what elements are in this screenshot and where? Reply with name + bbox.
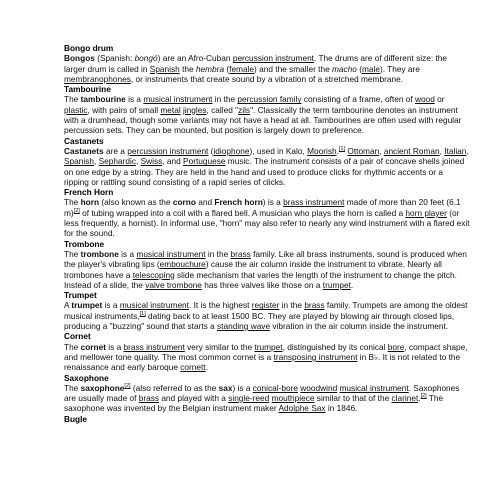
wiki-link[interactable]: plastic bbox=[64, 104, 88, 115]
text-run: family. Like all brass instruments, sound is produced when the player's vibrating lips ( bbox=[64, 248, 467, 270]
section-heading: Saxophone bbox=[64, 372, 109, 383]
text-run: slide mechanism that varies the length of the instrument to change the pitch. Instead of a slide, the bbox=[64, 269, 457, 290]
text-run: , bbox=[439, 145, 445, 156]
wiki-link[interactable]: percussion family bbox=[237, 94, 302, 105]
section-paragraph bbox=[64, 146, 470, 187]
text-run: . bbox=[205, 362, 208, 373]
citation-link[interactable]: [2] bbox=[420, 393, 427, 400]
text-run: in B♭. It is not related to the renaissance and early baroque bbox=[64, 351, 461, 373]
wiki-link[interactable]: brass bbox=[138, 393, 160, 404]
wiki-link[interactable]: percussion instrument bbox=[127, 145, 209, 156]
citation-link[interactable]: [1] bbox=[338, 146, 346, 153]
text-run: ( bbox=[224, 63, 230, 74]
section-bugle bbox=[64, 414, 470, 424]
wiki-link[interactable]: bore bbox=[387, 341, 405, 352]
section-heading: Trumpet bbox=[64, 290, 97, 301]
section-heading: Cornet bbox=[64, 331, 91, 342]
wiki-link[interactable]: Swiss bbox=[140, 156, 163, 167]
text-run: ". Classically the term tambourine denotes an instrument with a drumhead, though some variants may not have a head at all. Tambourines are often used with regular percussion sets. They can be mounted, but position is largely down to preference. bbox=[64, 104, 462, 136]
text-run: , called " bbox=[206, 104, 239, 115]
text-run: , distinguished by its conical bbox=[282, 341, 388, 352]
bold-term: saxophone bbox=[80, 382, 125, 393]
wiki-link[interactable]: clarinet bbox=[391, 393, 419, 404]
wiki-link[interactable]: musical instrument bbox=[136, 248, 206, 259]
wiki-link[interactable]: conical-bore bbox=[252, 382, 298, 393]
text-run: very similar to the bbox=[184, 341, 255, 352]
text-run: are a bbox=[103, 145, 128, 156]
text-run: of tubing wrapped into a coil with a flared bell. A musician who plays the horn is called a bbox=[79, 207, 406, 218]
text-run: dating back to at least 1500 BC. They are played by blowing air through closed lips, producing a "buzzing" sound that starts a bbox=[64, 310, 455, 332]
text-run: The saxophone was invented by the Belgian instrument maker bbox=[64, 393, 444, 414]
section-saxophone bbox=[64, 373, 470, 414]
wiki-link[interactable]: jingles bbox=[183, 104, 207, 115]
section-paragraph bbox=[64, 249, 470, 290]
section-paragraph bbox=[64, 300, 470, 331]
wiki-link[interactable]: horn player bbox=[405, 207, 447, 218]
text-run: ) is a bbox=[262, 197, 284, 208]
text-run: (also known as the bbox=[99, 197, 173, 208]
article-list bbox=[64, 43, 470, 424]
wiki-link[interactable]: brass instrument bbox=[283, 197, 345, 208]
section-bongo-drum bbox=[64, 43, 470, 84]
text-run: . Saxophones are usually made of bbox=[64, 382, 460, 404]
wiki-link[interactable]: transposing instrument bbox=[273, 351, 358, 362]
wiki-link[interactable]: idiophone bbox=[213, 145, 250, 156]
section-heading: French Horn bbox=[64, 187, 114, 198]
section-heading: Tambourine bbox=[64, 84, 111, 95]
wiki-link[interactable]: female bbox=[229, 63, 255, 74]
section-heading: Bugle bbox=[64, 413, 88, 424]
italic-term: bongó bbox=[134, 53, 158, 64]
text-run: ( bbox=[356, 63, 362, 74]
italic-term: macho bbox=[331, 63, 357, 74]
italic-term: hembra bbox=[195, 63, 225, 74]
text-run: is a bbox=[105, 341, 124, 352]
text-run: , compact shape, and mellower tone quality. The most common cornet is a bbox=[64, 341, 468, 362]
text-run: The bbox=[64, 248, 81, 259]
wiki-link[interactable]: register bbox=[251, 300, 280, 311]
text-run: . bbox=[418, 393, 421, 404]
wiki-link[interactable]: standing wave bbox=[217, 321, 271, 332]
text-run: the bbox=[179, 63, 196, 74]
wiki-link[interactable]: cornett bbox=[180, 362, 206, 373]
section-heading: Castanets bbox=[64, 135, 104, 146]
text-run: , bbox=[135, 156, 141, 167]
bold-term: Bongos bbox=[64, 53, 95, 64]
wiki-link[interactable]: Spanish bbox=[149, 63, 180, 74]
wiki-link[interactable]: valve trombone bbox=[145, 279, 202, 290]
text-run: or bbox=[434, 94, 445, 105]
bold-term: trumpet bbox=[71, 300, 103, 311]
text-run: (or less frequently, a hornist). In informal use, "horn" may also refer to nearly any wind instrument with a flared exit for the sound. bbox=[64, 207, 470, 239]
section-paragraph bbox=[64, 53, 470, 84]
wiki-link[interactable]: wood bbox=[414, 94, 435, 105]
text-run: A bbox=[64, 300, 72, 311]
section-heading: Trombone bbox=[64, 238, 105, 249]
text-run: The bbox=[64, 94, 81, 105]
wiki-link[interactable]: brass bbox=[230, 248, 251, 259]
text-run: ). They are bbox=[379, 63, 420, 74]
section-trumpet bbox=[64, 290, 470, 331]
text-run: (Spanish: bbox=[94, 53, 135, 64]
section-paragraph bbox=[64, 197, 470, 238]
wiki-link[interactable]: trumpet bbox=[254, 341, 283, 352]
citation-link[interactable]: [2] bbox=[73, 207, 80, 214]
wiki-link[interactable]: Sephardic bbox=[98, 156, 136, 167]
text-run: consisting of a frame, often of bbox=[301, 94, 415, 105]
citation-link[interactable]: [2] bbox=[124, 383, 131, 390]
text-run: , bbox=[379, 145, 384, 156]
text-run: . It is the highest bbox=[188, 300, 252, 311]
bold-term: Castanets bbox=[64, 145, 104, 156]
text-run: has three valves like those on a bbox=[201, 279, 323, 290]
text-run: , with pairs of small bbox=[87, 104, 161, 115]
text-run: vibration in the air column inside the instrument. bbox=[270, 321, 449, 332]
text-run: family. Trumpets are among the oldest musical instruments, bbox=[64, 300, 468, 321]
wiki-link[interactable]: trumpet bbox=[322, 279, 351, 290]
wiki-link[interactable]: musical instrument bbox=[339, 382, 409, 393]
text-run: ), used in Kalo, bbox=[249, 145, 308, 156]
text-run: is a bbox=[102, 300, 120, 311]
bold-term: French horn bbox=[214, 197, 263, 208]
text-run: music. The instrument consists of a pair of concave shells joined on one edge by a string. They are held in the hand and used to produce clicks for rhythmic accents or a ripping or rattling sound consisting of a rapid series of clicks. bbox=[64, 156, 465, 187]
wiki-link[interactable]: musical instrument bbox=[143, 94, 213, 105]
section-paragraph bbox=[64, 342, 470, 373]
wiki-link[interactable]: metal bbox=[160, 104, 181, 115]
section-heading: Bongo drum bbox=[64, 43, 114, 53]
section-paragraph bbox=[64, 94, 470, 135]
section-french-horn bbox=[64, 187, 470, 238]
section-trombone bbox=[64, 239, 470, 290]
text-run: . bbox=[350, 279, 354, 290]
wiki-link[interactable]: ancient Roman bbox=[383, 145, 440, 156]
wiki-link[interactable]: Spanish bbox=[64, 156, 94, 167]
text-run: The bbox=[64, 341, 81, 352]
text-run: , and bbox=[162, 156, 184, 167]
text-run: The bbox=[64, 197, 81, 208]
text-run: similar to that of the bbox=[314, 393, 392, 404]
section-paragraph bbox=[64, 383, 470, 414]
bold-term: horn bbox=[80, 197, 100, 208]
bold-term: corno bbox=[172, 197, 196, 208]
section-tambourine bbox=[64, 84, 470, 135]
section-castanets bbox=[64, 136, 470, 187]
wiki-link[interactable]: brass bbox=[304, 300, 325, 311]
wiki-link[interactable]: mouthpiece bbox=[271, 393, 315, 404]
text-run: in 1846. bbox=[325, 403, 358, 414]
wiki-link[interactable]: Portuguese bbox=[183, 156, 226, 167]
wiki-link[interactable]: musical instrument bbox=[119, 300, 189, 311]
text-run: ) is a bbox=[232, 382, 253, 393]
wiki-link[interactable]: membranophones bbox=[64, 73, 131, 84]
text-run: ( bbox=[208, 145, 214, 156]
text-run: The bbox=[64, 382, 81, 393]
text-run: in the bbox=[205, 248, 231, 259]
bold-term: cornet bbox=[80, 341, 106, 352]
text-run: ) are an Afro-Cuban bbox=[157, 53, 233, 64]
wiki-link[interactable]: male bbox=[361, 63, 380, 74]
text-run: (also referred to as the bbox=[130, 382, 219, 393]
wiki-link[interactable]: Ottoman bbox=[347, 145, 380, 156]
wiki-link[interactable]: woodwind bbox=[300, 382, 338, 393]
text-run: and bbox=[195, 197, 215, 208]
text-run: and played with a bbox=[159, 393, 229, 404]
text-run: ) cause the air column inside the instrument to vibrate. Nearly all trombones have a bbox=[64, 259, 442, 280]
bold-term: tambourine bbox=[80, 94, 126, 105]
section-cornet bbox=[64, 331, 470, 372]
wiki-link[interactable]: brass instrument bbox=[123, 341, 185, 352]
text-run: made of more than 20 feet (6.1 m) bbox=[64, 197, 461, 218]
citation-link[interactable]: [1] bbox=[139, 310, 146, 317]
text-run: is a bbox=[125, 94, 144, 105]
wiki-link[interactable]: percussion instrument bbox=[232, 53, 314, 64]
text-run: . The drums are of different size: the larger drum is called in bbox=[64, 53, 447, 74]
wiki-link[interactable]: Moorish bbox=[307, 145, 337, 156]
text-run: ) and the smaller the bbox=[254, 63, 332, 74]
text-run: in the bbox=[279, 300, 305, 311]
bold-term: trombone bbox=[80, 248, 119, 259]
text-run: is a bbox=[118, 248, 137, 259]
bold-term: sax bbox=[218, 382, 233, 393]
wiki-link[interactable]: Italian bbox=[444, 145, 467, 156]
wiki-link[interactable]: embouchure bbox=[159, 259, 206, 270]
text-run: . bbox=[336, 145, 339, 156]
wiki-link[interactable]: telescoping bbox=[132, 269, 175, 280]
text-run: , bbox=[466, 145, 469, 156]
text-run: , or instruments that create sound by a vibration of a stretched membrane. bbox=[130, 73, 403, 84]
wiki-link[interactable]: single-reed bbox=[228, 393, 270, 404]
wiki-link[interactable]: zils bbox=[238, 104, 251, 115]
text-run: , bbox=[93, 156, 99, 167]
wiki-link[interactable]: Adolphe Sax bbox=[278, 403, 326, 414]
text-run: in the bbox=[212, 94, 238, 105]
